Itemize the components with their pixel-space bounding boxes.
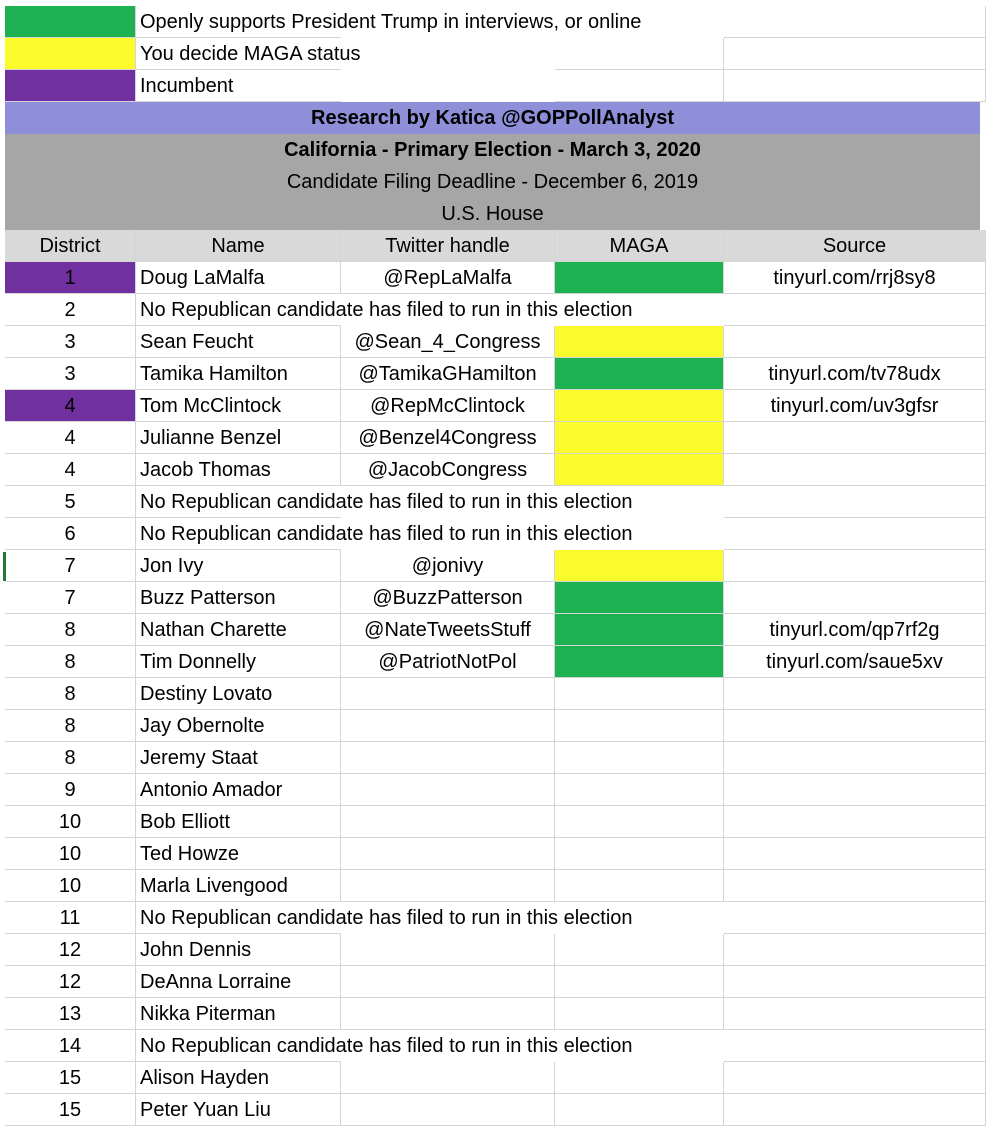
no-candidate-row	[0, 902, 986, 934]
candidate-name-cell[interactable]: Jacob Thomas	[136, 454, 341, 486]
candidate-name-cell[interactable]: Buzz Patterson	[136, 582, 341, 614]
source-cell[interactable]	[724, 518, 986, 550]
candidate-name-cell[interactable]: Jeremy Staat	[136, 742, 341, 774]
empty-cell[interactable]	[724, 6, 986, 38]
maga-status-cell[interactable]	[555, 646, 724, 678]
deadline-banner[interactable]: Candidate Filing Deadline - December 6, 2019	[5, 166, 980, 198]
maga-status-cell[interactable]	[555, 806, 724, 838]
source-cell[interactable]: tinyurl.com/qp7rf2g	[724, 614, 986, 646]
candidate-row	[0, 838, 986, 870]
district-cell[interactable]: 9	[5, 774, 136, 806]
district-cell[interactable]: 8	[5, 678, 136, 710]
candidate-name-cell[interactable]: Julianne Benzel	[136, 422, 341, 454]
twitter-handle-cell[interactable]	[341, 966, 555, 998]
no-candidate-note[interactable]: No Republican candidate has filed to run in this election	[136, 1030, 341, 1062]
candidate-name-cell[interactable]: Nikka Piterman	[136, 998, 341, 1030]
district-cell[interactable]: 1	[5, 262, 136, 294]
column-header-twitter[interactable]: Twitter handle	[341, 230, 555, 262]
maga-status-cell[interactable]	[555, 262, 724, 294]
candidate-row	[0, 1062, 986, 1094]
source-cell[interactable]	[724, 806, 986, 838]
district-cell[interactable]: 14	[5, 1030, 136, 1062]
no-candidate-note[interactable]: No Republican candidate has filed to run in this election	[136, 518, 341, 550]
legend-label-yellow[interactable]: You decide MAGA status	[136, 38, 341, 70]
legend-swatch-purple[interactable]	[5, 70, 136, 102]
source-cell[interactable]	[724, 326, 986, 358]
twitter-handle-cell[interactable]: @RepLaMalfa	[341, 262, 555, 294]
maga-status-cell[interactable]	[555, 326, 724, 358]
no-candidate-row	[0, 294, 986, 326]
legend-row-purple	[0, 70, 986, 102]
source-cell[interactable]: tinyurl.com/saue5xv	[724, 646, 986, 678]
maga-status-cell[interactable]	[555, 998, 724, 1030]
source-cell[interactable]	[724, 870, 986, 902]
maga-status-cell[interactable]	[555, 582, 724, 614]
candidate-row	[0, 870, 986, 902]
twitter-handle-cell[interactable]: @RepMcClintock	[341, 390, 555, 422]
twitter-handle-cell[interactable]	[341, 1062, 555, 1094]
candidate-name-cell[interactable]: Peter Yuan Liu	[136, 1094, 341, 1126]
district-cell[interactable]: 8	[5, 646, 136, 678]
maga-status-cell[interactable]	[555, 678, 724, 710]
district-cell[interactable]: 15	[5, 1094, 136, 1126]
no-candidate-row	[0, 486, 986, 518]
maga-status-cell[interactable]	[555, 838, 724, 870]
maga-status-cell[interactable]	[555, 358, 724, 390]
candidate-row	[0, 326, 986, 358]
source-cell[interactable]	[724, 582, 986, 614]
candidate-name-cell[interactable]: Sean Feucht	[136, 326, 341, 358]
source-cell[interactable]	[724, 902, 986, 934]
source-cell[interactable]: tinyurl.com/uv3gfsr	[724, 390, 986, 422]
twitter-handle-cell[interactable]	[341, 838, 555, 870]
district-cell[interactable]: 12	[5, 966, 136, 998]
twitter-handle-cell[interactable]	[341, 742, 555, 774]
district-cell[interactable]: 4	[5, 454, 136, 486]
district-cell[interactable]: 11	[5, 902, 136, 934]
source-cell[interactable]	[724, 838, 986, 870]
district-cell[interactable]: 4	[5, 390, 136, 422]
candidate-name-cell[interactable]: Marla Livengood	[136, 870, 341, 902]
empty-cell[interactable]	[555, 38, 724, 70]
candidate-row	[0, 710, 986, 742]
no-candidate-row	[0, 1030, 986, 1062]
district-cell[interactable]: 3	[5, 358, 136, 390]
twitter-handle-cell[interactable]	[341, 678, 555, 710]
twitter-handle-cell[interactable]: @NateTweetsStuff	[341, 614, 555, 646]
research-banner[interactable]: Research by Katica @GOPPollAnalyst	[5, 102, 980, 134]
candidate-row	[0, 678, 986, 710]
maga-status-cell[interactable]	[555, 1062, 724, 1094]
maga-status-cell[interactable]	[555, 390, 724, 422]
twitter-handle-cell[interactable]: @Sean_4_Congress	[341, 326, 555, 358]
candidate-name-cell[interactable]: Alison Hayden	[136, 1062, 341, 1094]
candidate-row	[0, 358, 986, 390]
no-candidate-note[interactable]: No Republican candidate has filed to run in this election	[136, 294, 341, 326]
source-cell[interactable]	[724, 966, 986, 998]
district-cell[interactable]: 10	[5, 806, 136, 838]
district-cell[interactable]: 12	[5, 934, 136, 966]
empty-cell[interactable]	[555, 70, 724, 102]
source-cell[interactable]	[724, 454, 986, 486]
twitter-handle-cell[interactable]	[341, 934, 555, 966]
source-cell[interactable]	[724, 710, 986, 742]
district-cell[interactable]: 3	[5, 326, 136, 358]
twitter-handle-cell[interactable]: @JacobCongress	[341, 454, 555, 486]
chamber-banner[interactable]: U.S. House	[5, 198, 980, 230]
candidate-name-cell[interactable]: Destiny Lovato	[136, 678, 341, 710]
legend-swatch-yellow[interactable]	[5, 38, 136, 70]
district-cell[interactable]: 8	[5, 710, 136, 742]
candidate-row	[0, 806, 986, 838]
candidate-name-cell[interactable]: Tim Donnelly	[136, 646, 341, 678]
candidate-row	[0, 1094, 986, 1126]
column-header-source[interactable]: Source	[724, 230, 986, 262]
district-cell[interactable]: 4	[5, 422, 136, 454]
candidate-row	[0, 646, 986, 678]
candidate-row	[0, 454, 986, 486]
no-candidate-note[interactable]: No Republican candidate has filed to run in this election	[136, 902, 341, 934]
maga-status-cell[interactable]	[555, 1094, 724, 1126]
candidate-row	[0, 774, 986, 806]
maga-status-cell[interactable]	[555, 966, 724, 998]
legend-row-green	[0, 6, 986, 38]
source-cell[interactable]	[724, 294, 986, 326]
candidate-row	[0, 966, 986, 998]
maga-status-cell[interactable]	[555, 774, 724, 806]
twitter-handle-cell[interactable]	[341, 870, 555, 902]
source-cell[interactable]	[724, 486, 986, 518]
twitter-handle-cell[interactable]: @Benzel4Congress	[341, 422, 555, 454]
candidate-row	[0, 998, 986, 1030]
maga-status-cell[interactable]	[555, 934, 724, 966]
maga-status-cell[interactable]	[555, 710, 724, 742]
source-cell[interactable]	[724, 1030, 986, 1062]
district-cell[interactable]: 15	[5, 1062, 136, 1094]
district-cell[interactable]: 13	[5, 998, 136, 1030]
district-cell[interactable]: 10	[5, 870, 136, 902]
column-header-name[interactable]: Name	[136, 230, 341, 262]
no-candidate-note[interactable]: No Republican candidate has filed to run in this election	[136, 486, 341, 518]
twitter-handle-cell[interactable]	[341, 998, 555, 1030]
district-cell[interactable]: 7	[5, 582, 136, 614]
district-cell[interactable]: 7	[5, 550, 136, 582]
maga-status-cell[interactable]	[555, 422, 724, 454]
candidate-name-cell[interactable]: John Dennis	[136, 934, 341, 966]
candidate-row	[0, 262, 986, 294]
twitter-handle-cell[interactable]: @BuzzPatterson	[341, 582, 555, 614]
district-cell[interactable]: 8	[5, 742, 136, 774]
candidate-name-cell[interactable]: Nathan Charette	[136, 614, 341, 646]
source-cell[interactable]	[724, 1062, 986, 1094]
candidate-name-cell[interactable]: Antonio Amador	[136, 774, 341, 806]
twitter-handle-cell[interactable]: @jonivy	[341, 550, 555, 582]
twitter-handle-cell[interactable]	[341, 710, 555, 742]
twitter-handle-cell[interactable]	[341, 1094, 555, 1126]
column-header-district[interactable]: District	[5, 230, 136, 262]
source-cell[interactable]	[724, 934, 986, 966]
twitter-handle-cell[interactable]: @PatriotNotPol	[341, 646, 555, 678]
candidate-row	[0, 614, 986, 646]
no-candidate-row	[0, 518, 986, 550]
candidate-row	[0, 742, 986, 774]
candidate-name-cell[interactable]: Ted Howze	[136, 838, 341, 870]
row-selection-marker	[3, 552, 6, 581]
candidate-name-cell[interactable]: Tamika Hamilton	[136, 358, 341, 390]
candidate-name-cell[interactable]: Tom McClintock	[136, 390, 341, 422]
twitter-handle-cell[interactable]	[341, 774, 555, 806]
district-cell[interactable]: 6	[5, 518, 136, 550]
legend-swatch-green[interactable]	[5, 6, 136, 38]
district-cell[interactable]: 10	[5, 838, 136, 870]
election-banner[interactable]: California - Primary Election - March 3, 2020	[5, 134, 980, 166]
source-cell[interactable]: tinyurl.com/rrj8sy8	[724, 262, 986, 294]
empty-cell[interactable]	[724, 38, 986, 70]
source-cell[interactable]	[724, 422, 986, 454]
maga-status-cell[interactable]	[555, 870, 724, 902]
empty-cell[interactable]	[724, 70, 986, 102]
legend-label-purple[interactable]: Incumbent	[136, 70, 341, 102]
candidate-name-cell[interactable]: Doug LaMalfa	[136, 262, 341, 294]
maga-status-cell[interactable]	[555, 454, 724, 486]
twitter-handle-cell[interactable]	[341, 806, 555, 838]
source-cell[interactable]	[724, 998, 986, 1030]
source-cell[interactable]: tinyurl.com/tv78udx	[724, 358, 986, 390]
candidate-row	[0, 582, 986, 614]
maga-status-cell[interactable]	[555, 550, 724, 582]
legend-row-yellow	[0, 38, 986, 70]
maga-status-cell[interactable]	[555, 614, 724, 646]
source-cell[interactable]	[724, 774, 986, 806]
legend-label-green[interactable]: Openly supports President Trump in interviews, or online	[136, 6, 341, 38]
district-cell[interactable]: 5	[5, 486, 136, 518]
candidate-row	[0, 550, 986, 582]
source-cell[interactable]	[724, 742, 986, 774]
candidate-row	[0, 934, 986, 966]
candidate-row	[0, 390, 986, 422]
source-cell[interactable]	[724, 550, 986, 582]
candidate-name-cell[interactable]: Bob Elliott	[136, 806, 341, 838]
maga-status-cell[interactable]	[555, 742, 724, 774]
candidate-name-cell[interactable]: DeAnna Lorraine	[136, 966, 341, 998]
source-cell[interactable]	[724, 678, 986, 710]
candidate-name-cell[interactable]: Jay Obernolte	[136, 710, 341, 742]
district-cell[interactable]: 2	[5, 294, 136, 326]
district-cell[interactable]: 8	[5, 614, 136, 646]
source-cell[interactable]	[724, 1094, 986, 1126]
candidate-row	[0, 422, 986, 454]
twitter-handle-cell[interactable]: @TamikaGHamilton	[341, 358, 555, 390]
column-header-row	[0, 230, 986, 262]
candidate-name-cell[interactable]: Jon Ivy	[136, 550, 341, 582]
column-header-maga[interactable]: MAGA	[555, 230, 724, 262]
